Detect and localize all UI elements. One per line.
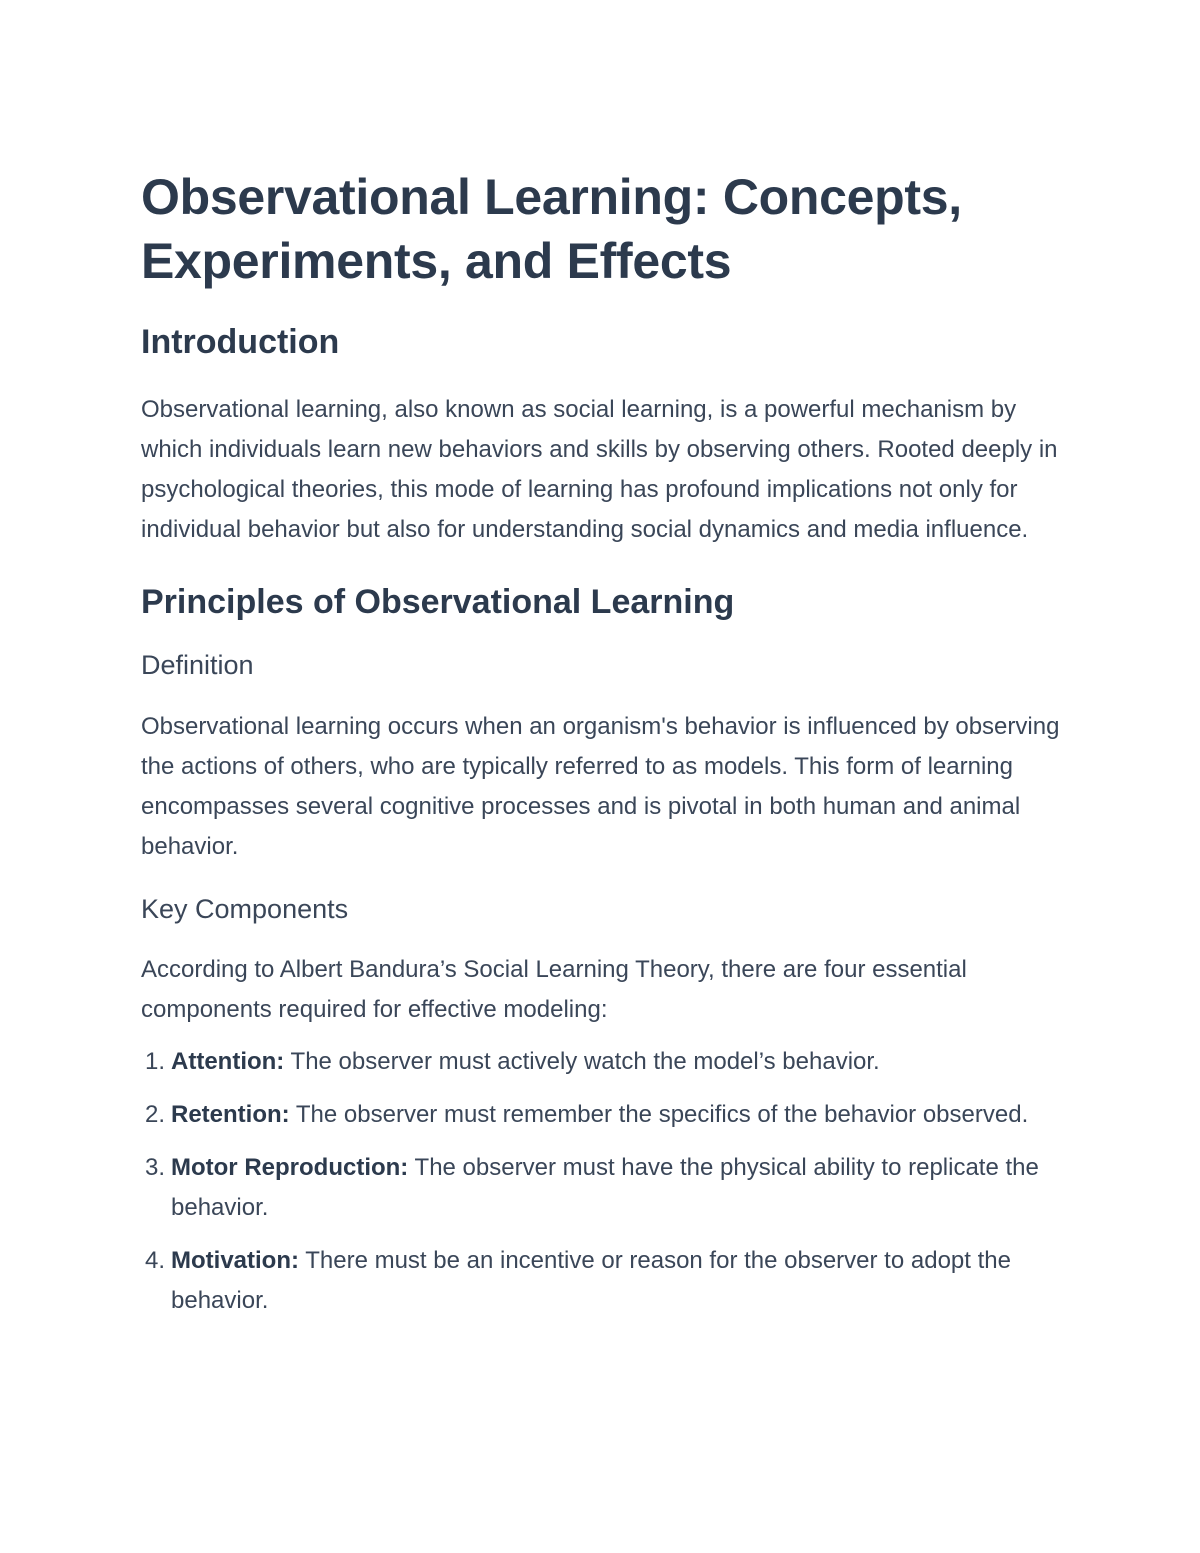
list-item-motor-reproduction [141,1148,1061,1228]
list-item-term: Motor Reproduction: [171,1154,409,1181]
list-item-text: The observer must actively watch the model’s behavior. [284,1048,880,1075]
introduction-heading: Introduction [141,323,340,361]
list-item-text: The observer must remember the specifics of the behavior observed. [289,1101,1029,1128]
list-item-attention [141,1042,1061,1082]
list-item-text: There must be an incentive or reason for the observer to adopt the behavior. [171,1247,1011,1314]
key-components-paragraph: According to Albert Bandura’s Social Learning Theory, there are four essential components required for effective modeling: [141,956,967,1023]
list-item-number: 3. [145,1154,166,1181]
list-item-text: The observer must have the physical ability to replicate the behavior. [171,1154,1039,1221]
list-item-number: 4. [145,1247,166,1274]
principles-heading: Principles of Observational Learning [141,583,735,621]
key-components-list [141,1042,1061,1321]
list-item-term: Retention: [171,1101,290,1128]
list-item-number: 2. [145,1101,166,1128]
list-item-number: 1. [145,1048,166,1075]
key-components-heading: Key Components [141,894,349,924]
list-item-retention [141,1095,1061,1135]
list-item-term: Attention: [171,1048,285,1075]
definition-paragraph: Observational learning occurs when an organism's behavior is influenced by observing the actions of others, who are typically referred to as models. This form of learning encompasses several cognitive processes and is pivotal in both human and animal behavior. [141,713,1060,860]
document-title: Observational Learning: Concepts, Experiments, and Effects [141,169,962,289]
introduction-paragraph: Observational learning, also known as social learning, is a powerful mechanism by which individuals learn new behaviors and skills by observing others. Rooted deeply in psychological theories, this mode of learning has profound implications not only for individual behavior but also for understanding social dynamics and media influence. [141,396,1058,543]
document-page [141,165,1061,1334]
definition-heading: Definition [141,650,254,680]
list-item-motivation [141,1241,1061,1321]
list-item-term: Motivation: [171,1247,299,1274]
